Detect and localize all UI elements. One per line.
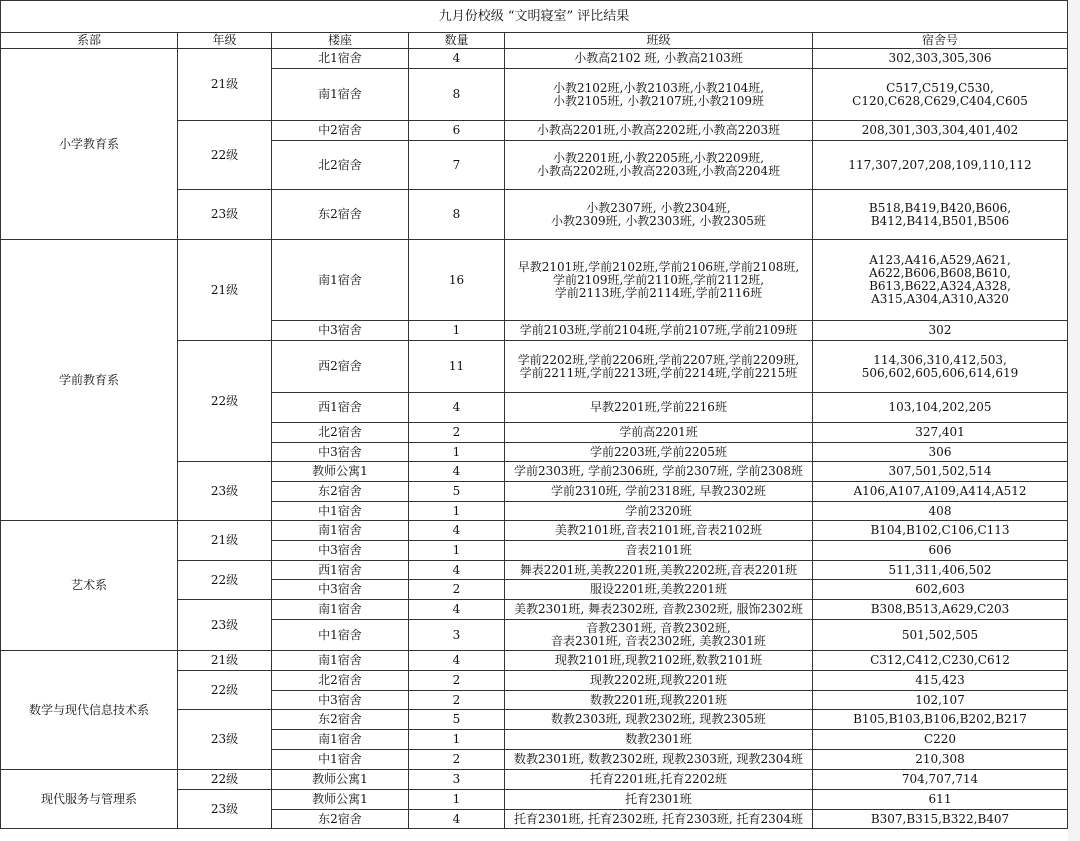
count-cell: 2 (409, 750, 505, 770)
rooms-cell: 114,306,310,412,503, 506,602,605,606,614,619 (813, 341, 1068, 393)
building-cell: 中1宿舍 (272, 620, 409, 651)
count-cell: 2 (409, 691, 505, 710)
rooms-cell: B518,B419,B420,B606, B412,B414,B501,B506 (813, 190, 1068, 240)
classes-cell: 现教2202班,现教2201班 (505, 671, 813, 691)
header-grade: 年级 (178, 33, 272, 49)
rooms-cell: 511,311,406,502 (813, 561, 1068, 580)
count-cell: 1 (409, 541, 505, 561)
department-cell: 数学与现代信息技术系 (0, 651, 178, 770)
classes-cell: 数教2303班, 现教2302班, 现教2305班 (505, 710, 813, 730)
count-cell: 4 (409, 462, 505, 482)
grade-cell: 23级 (178, 710, 272, 770)
grade-cell: 23级 (178, 600, 272, 651)
building-cell: 中3宿舍 (272, 691, 409, 710)
building-cell: 中3宿舍 (272, 443, 409, 462)
rooms-cell: B307,B315,B322,B407 (813, 810, 1068, 829)
rooms-cell: A106,A107,A109,A414,A512 (813, 482, 1068, 502)
grade-cell: 21级 (178, 49, 272, 121)
count-cell: 2 (409, 580, 505, 600)
building-cell: 南1宿舍 (272, 651, 409, 671)
classes-cell: 早教2201班,学前2216班 (505, 393, 813, 423)
header-classes: 班级 (505, 33, 813, 49)
classes-cell: 小教2201班,小教2205班,小教2209班, 小教高2202班,小教高2203班,小教高2204班 (505, 141, 813, 190)
building-cell: 南1宿舍 (272, 69, 409, 121)
classes-cell: 学前2310班, 学前2318班, 早教2302班 (505, 482, 813, 502)
rooms-cell: 501,502,505 (813, 620, 1068, 651)
classes-cell: 托育2201班,托育2202班 (505, 770, 813, 790)
building-cell: 南1宿舍 (272, 730, 409, 750)
count-cell: 3 (409, 620, 505, 651)
count-cell: 2 (409, 671, 505, 691)
building-cell: 北2宿舍 (272, 141, 409, 190)
building-cell: 西1宿舍 (272, 393, 409, 423)
building-cell: 东2宿舍 (272, 810, 409, 829)
department-cell: 小学教育系 (0, 49, 178, 240)
count-cell: 16 (409, 240, 505, 321)
count-cell: 5 (409, 482, 505, 502)
classes-cell: 舞表2201班,美教2201班,美教2202班,音表2201班 (505, 561, 813, 580)
building-cell: 北2宿舍 (272, 671, 409, 691)
grade-cell: 21级 (178, 240, 272, 341)
building-cell: 南1宿舍 (272, 240, 409, 321)
grade-cell: 21级 (178, 521, 272, 561)
count-cell: 4 (409, 600, 505, 620)
rooms-cell: 103,104,202,205 (813, 393, 1068, 423)
building-cell: 中1宿舍 (272, 502, 409, 521)
department-cell: 学前教育系 (0, 240, 178, 521)
grade-cell: 23级 (178, 462, 272, 521)
count-cell: 4 (409, 521, 505, 541)
building-cell: 西2宿舍 (272, 341, 409, 393)
rooms-cell: 302,303,305,306 (813, 49, 1068, 69)
rooms-cell: A123,A416,A529,A621, A622,B606,B608,B610, B613,B622,A324,A328, A315,A304,A310,A320 (813, 240, 1068, 321)
building-cell: 南1宿舍 (272, 600, 409, 620)
count-cell: 4 (409, 651, 505, 671)
count-cell: 1 (409, 502, 505, 521)
classes-cell: 服设2201班,美教2201班 (505, 580, 813, 600)
count-cell: 1 (409, 790, 505, 810)
rooms-cell: 210,308 (813, 750, 1068, 770)
rooms-cell: 307,501,502,514 (813, 462, 1068, 482)
classes-cell: 小教2307班, 小教2304班, 小教2309班, 小教2303班, 小教2305班 (505, 190, 813, 240)
count-cell: 1 (409, 443, 505, 462)
header-rooms: 宿舍号 (813, 33, 1068, 49)
table-title: 九月份校级 “文明寝室” 评比结果 (0, 0, 1068, 33)
grade-cell: 22级 (178, 561, 272, 600)
rooms-cell: 415,423 (813, 671, 1068, 691)
classes-cell: 小教高2102 班, 小教高2103班 (505, 49, 813, 69)
building-cell: 西1宿舍 (272, 561, 409, 580)
classes-cell: 小教2102班,小教2103班,小教2104班, 小教2105班, 小教2107班,小教2109班 (505, 69, 813, 121)
grade-cell: 22级 (178, 671, 272, 710)
count-cell: 4 (409, 49, 505, 69)
classes-cell: 数教2301班, 数教2302班, 现教2303班, 现教2304班 (505, 750, 813, 770)
classes-cell: 小教高2201班,小教高2202班,小教高2203班 (505, 121, 813, 141)
count-cell: 1 (409, 730, 505, 750)
rooms-cell: 704,707,714 (813, 770, 1068, 790)
rooms-cell: 306 (813, 443, 1068, 462)
count-cell: 2 (409, 423, 505, 443)
building-cell: 教师公寓1 (272, 462, 409, 482)
classes-cell: 音教2301班, 音教2302班, 音表2301班, 音表2302班, 美教2301班 (505, 620, 813, 651)
grade-cell: 22级 (178, 341, 272, 462)
classes-cell: 数教2201班,现教2201班 (505, 691, 813, 710)
classes-cell: 学前2320班 (505, 502, 813, 521)
rooms-cell: 602,603 (813, 580, 1068, 600)
building-cell: 中2宿舍 (272, 121, 409, 141)
count-cell: 4 (409, 810, 505, 829)
count-cell: 7 (409, 141, 505, 190)
building-cell: 中3宿舍 (272, 321, 409, 341)
count-cell: 4 (409, 561, 505, 580)
classes-cell: 早教2101班,学前2102班,学前2106班,学前2108班, 学前2109班,学前2110班,学前2112班, 学前2113班,学前2114班,学前2116班 (505, 240, 813, 321)
rooms-cell: 102,107 (813, 691, 1068, 710)
rooms-cell: B105,B103,B106,B202,B217 (813, 710, 1068, 730)
classes-cell: 学前2303班, 学前2306班, 学前2307班, 学前2308班 (505, 462, 813, 482)
header-count: 数量 (409, 33, 505, 49)
building-cell: 中1宿舍 (272, 750, 409, 770)
building-cell: 北1宿舍 (272, 49, 409, 69)
rooms-cell: 606 (813, 541, 1068, 561)
building-cell: 中3宿舍 (272, 541, 409, 561)
building-cell: 教师公寓1 (272, 790, 409, 810)
rooms-cell: 208,301,303,304,401,402 (813, 121, 1068, 141)
classes-cell: 音表2101班 (505, 541, 813, 561)
classes-cell: 现教2101班,现教2102班,数教2101班 (505, 651, 813, 671)
rooms-cell: 302 (813, 321, 1068, 341)
building-cell: 东2宿舍 (272, 190, 409, 240)
rooms-cell: 117,307,207,208,109,110,112 (813, 141, 1068, 190)
count-cell: 4 (409, 393, 505, 423)
rooms-cell: C312,C412,C230,C612 (813, 651, 1068, 671)
grade-cell: 22级 (178, 770, 272, 790)
rooms-cell: 327,401 (813, 423, 1068, 443)
grade-cell: 23级 (178, 190, 272, 240)
rooms-cell: B104,B102,C106,C113 (813, 521, 1068, 541)
count-cell: 6 (409, 121, 505, 141)
rooms-cell: C220 (813, 730, 1068, 750)
rooms-cell: B308,B513,A629,C203 (813, 600, 1068, 620)
building-cell: 东2宿舍 (272, 710, 409, 730)
header-department: 系部 (0, 33, 178, 49)
sheet-gutter (1068, 0, 1080, 841)
grade-cell: 22级 (178, 121, 272, 190)
count-cell: 5 (409, 710, 505, 730)
classes-cell: 托育2301班, 托育2302班, 托育2303班, 托育2304班 (505, 810, 813, 829)
building-cell: 南1宿舍 (272, 521, 409, 541)
classes-cell: 学前2202班,学前2206班,学前2207班,学前2209班, 学前2211班,学前2213班,学前2214班,学前2215班 (505, 341, 813, 393)
department-cell: 艺术系 (0, 521, 178, 651)
classes-cell: 学前2203班,学前2205班 (505, 443, 813, 462)
count-cell: 11 (409, 341, 505, 393)
rooms-cell: C517,C519,C530, C120,C628,C629,C404,C605 (813, 69, 1068, 121)
grade-cell: 23级 (178, 790, 272, 829)
rooms-cell: 408 (813, 502, 1068, 521)
building-cell: 教师公寓1 (272, 770, 409, 790)
classes-cell: 托育2301班 (505, 790, 813, 810)
classes-cell: 学前2103班,学前2104班,学前2107班,学前2109班 (505, 321, 813, 341)
building-cell: 中3宿舍 (272, 580, 409, 600)
classes-cell: 学前高2201班 (505, 423, 813, 443)
rooms-cell: 611 (813, 790, 1068, 810)
grade-cell: 21级 (178, 651, 272, 671)
count-cell: 8 (409, 69, 505, 121)
classes-cell: 数教2301班 (505, 730, 813, 750)
header-building: 楼座 (272, 33, 409, 49)
classes-cell: 美教2301班, 舞表2302班, 音教2302班, 服饰2302班 (505, 600, 813, 620)
department-cell: 现代服务与管理系 (0, 770, 178, 829)
classes-cell: 美教2101班,音表2101班,音表2102班 (505, 521, 813, 541)
count-cell: 3 (409, 770, 505, 790)
count-cell: 1 (409, 321, 505, 341)
count-cell: 8 (409, 190, 505, 240)
building-cell: 东2宿舍 (272, 482, 409, 502)
building-cell: 北2宿舍 (272, 423, 409, 443)
